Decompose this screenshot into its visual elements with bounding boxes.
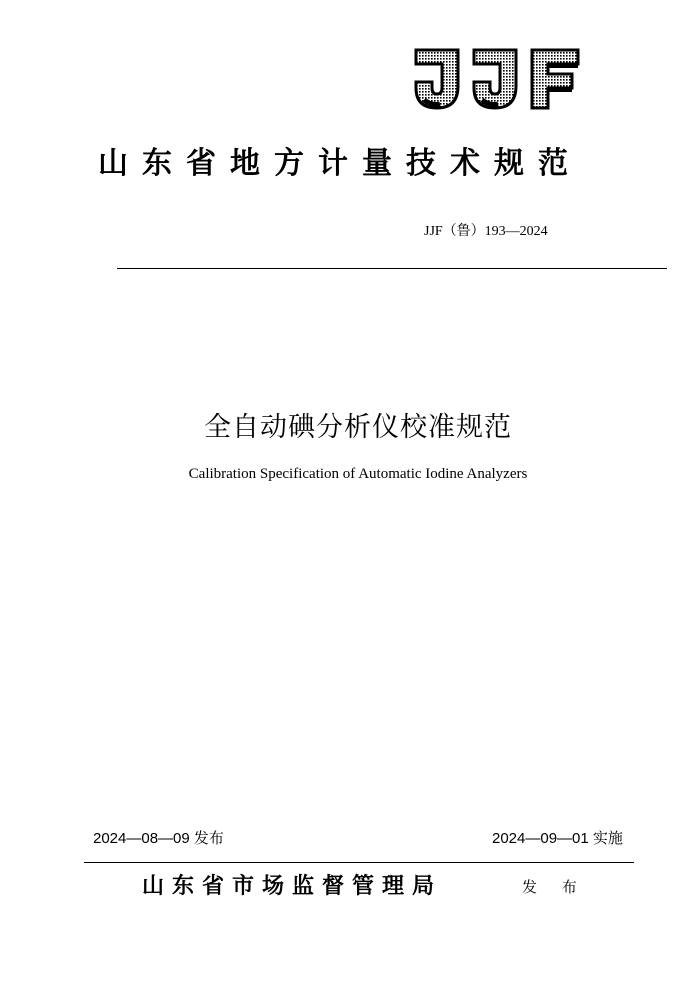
publish-label: 发 布 xyxy=(522,878,587,896)
document-title-english: Calibration Specification of Automatic Iodine Analyzers xyxy=(188,466,528,482)
issue-date: 2024—08—09 发布 xyxy=(93,830,224,847)
standard-series-title: 山东省地方计量技术规范 xyxy=(98,146,582,181)
bottom-divider xyxy=(84,862,634,863)
publisher-name: 山东省市场监督管理局 xyxy=(142,873,443,899)
standard-code: JJF（鲁）193—2024 xyxy=(424,224,548,239)
top-divider xyxy=(117,268,667,269)
effective-date: 2024—09—01 实施 xyxy=(492,830,623,847)
document-title-chinese: 全自动碘分析仪校准规范 xyxy=(204,412,512,443)
jjf-logo xyxy=(410,46,582,112)
